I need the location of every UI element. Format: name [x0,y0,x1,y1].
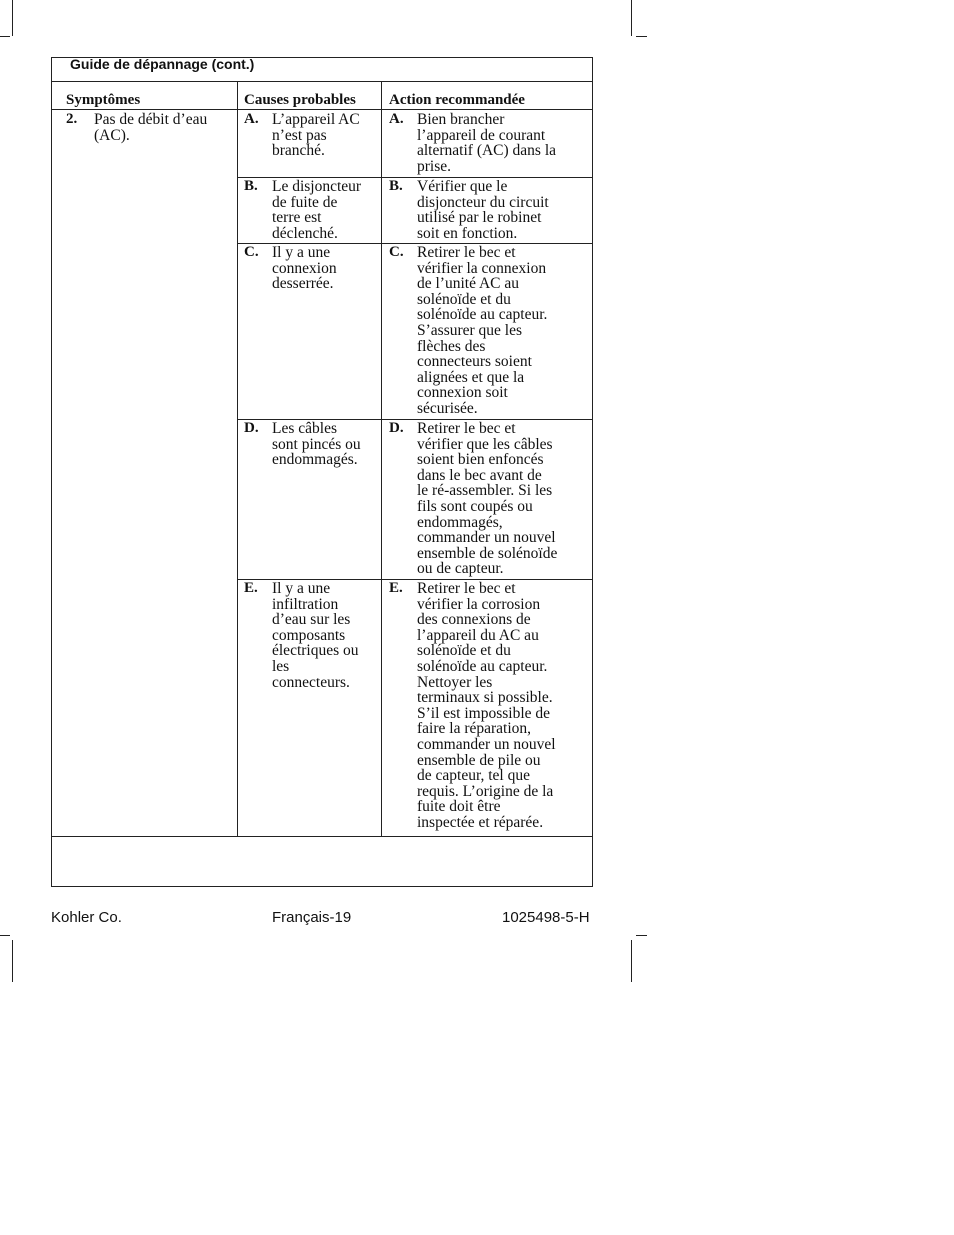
crop-mark [12,0,13,36]
cause-label: B. [244,178,258,194]
column-header-causes: Causes probables [244,92,356,108]
crop-mark [0,935,10,936]
cause-label: D. [244,420,259,436]
cause-label: A. [244,111,259,127]
crop-mark [636,36,647,37]
action-label: C. [389,244,404,260]
cause-text: Les câbles sont pincés ou endommagés. [272,420,361,469]
cause-label: C. [244,244,259,260]
cause-text: L’appareil AC n’est pas branché. [272,111,360,160]
footer-page-number: Français-19 [272,909,352,926]
action-text: Vérifier que le disjoncteur du circuit utilisé par le robinet soit en fonction. [417,178,549,242]
column-header-action: Action recommandée [389,92,525,108]
table-divider [51,836,592,837]
action-label: B. [389,178,403,194]
action-label: A. [389,111,404,127]
action-text: Bien brancher l’appareil de courant alternatif (AC) dans la prise. [417,111,557,175]
symptom-text: Pas de débit d’eau (AC). [94,111,208,144]
cause-text: Il y a une connexion desserrée. [272,244,337,293]
page-title: Guide de dépannage (cont.) [70,56,255,72]
footer-company: Kohler Co. [51,909,122,926]
cause-text: Il y a une infiltration d’eau sur les composants électriques ou les connecteurs. [272,580,359,691]
action-label: D. [389,420,404,436]
table-divider [237,81,238,836]
cause-text: Le disjoncteur de fuite de terre est déclenché. [272,178,362,242]
crop-mark [12,940,13,982]
action-text: Retirer le bec et vérifier la connexion de l’unité AC au solénoïde et du solénoïde au capteur. S’assurer que les flèches des connecteurs soient alignées et que la connexion soit sécurisée. [417,244,548,417]
crop-mark [636,935,647,936]
table-divider [51,81,592,82]
action-label: E. [389,580,403,596]
table-divider [381,81,382,836]
table-divider [51,109,592,110]
footer-doc-number: 1025498-5-H [502,909,590,926]
crop-mark [631,940,632,982]
crop-mark [0,36,10,37]
action-text: Retirer le bec et vérifier que les câbles soient bien enfoncés dans le bec avant de le ré-assembler. Si les fils sont coupés ou endommagés, commander un nouvel ensemble de solénoïde ou de capteur. [417,420,558,578]
cause-label: E. [244,580,258,596]
symptom-number: 2. [66,111,78,127]
action-text: Retirer le bec et vérifier la corrosion des connexions de l’appareil du AC au solénoïde et du solénoïde au capteur. Nettoyer les terminaux si possible. S’il est impossible de faire la réparation, commander un nouvel ensemble de pile ou de capteur, tel que requis. L’origine de la fuite doit être inspectée et réparée. [417,580,556,831]
crop-mark [631,0,632,36]
column-header-symptoms: Symptômes [66,92,141,108]
